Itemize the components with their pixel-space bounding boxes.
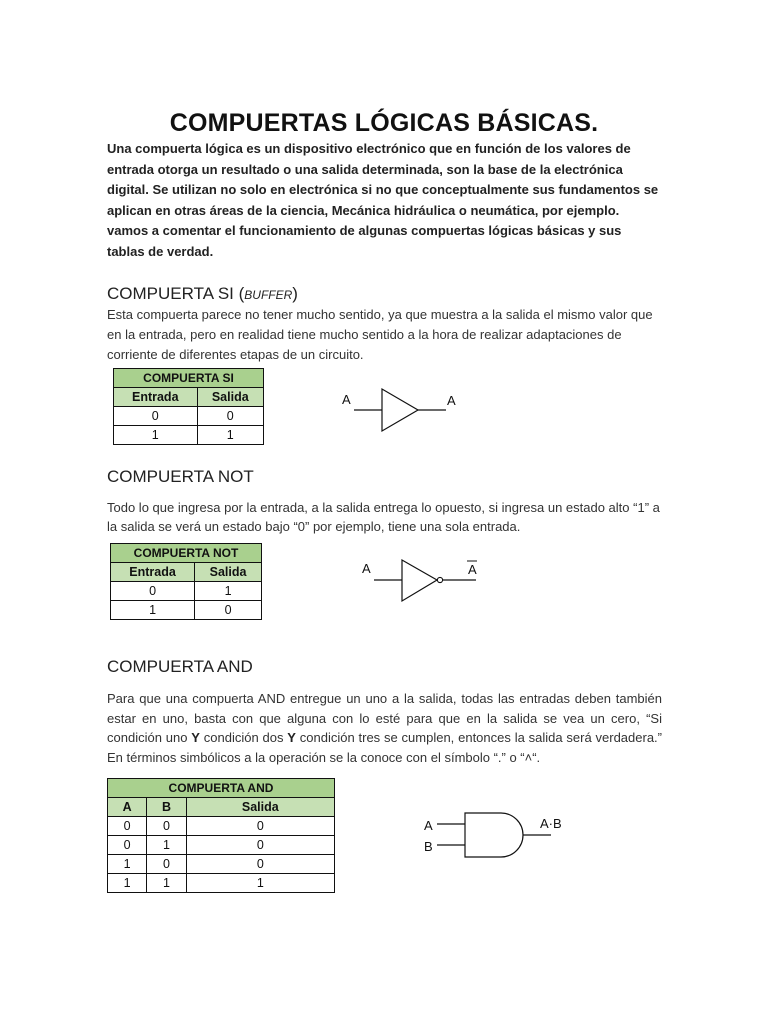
column-header: B — [147, 798, 186, 817]
table-cell: 0 — [147, 855, 186, 874]
and-text-bold: Y — [191, 730, 200, 745]
buffer-input-label: A — [342, 392, 351, 407]
not-gate-diagram — [358, 556, 488, 606]
table-row — [111, 582, 262, 601]
and-input-a-label: A — [424, 818, 433, 833]
table-cell: 0 — [114, 407, 198, 426]
not-heading: COMPUERTA NOT — [107, 467, 254, 486]
table-row — [114, 407, 264, 426]
table-row — [114, 426, 264, 445]
inversion-bubble-icon — [437, 577, 442, 582]
table-cell: 1 — [197, 426, 263, 445]
not-input-label: A — [362, 561, 371, 576]
and-text-bold: Y — [287, 730, 296, 745]
and-input-b-label: B — [424, 839, 433, 854]
table-cell: 1 — [186, 874, 334, 893]
buffer-heading-italic: BUFFER — [244, 288, 293, 302]
column-header: Salida — [197, 388, 263, 407]
buffer-gate-symbol — [382, 389, 418, 431]
column-header: Salida — [195, 563, 262, 582]
column-header: Entrada — [114, 388, 198, 407]
table-cell: 0 — [108, 817, 147, 836]
buffer-output-label: A — [447, 393, 456, 408]
table-cell: 1 — [195, 582, 262, 601]
and-truth-table — [107, 778, 335, 893]
table-cell: 0 — [147, 817, 186, 836]
table-cell: 0 — [186, 836, 334, 855]
buffer-truth-table — [113, 368, 264, 445]
column-header: Entrada — [111, 563, 195, 582]
table-cell: 1 — [108, 855, 147, 874]
and-gate-diagram — [423, 810, 573, 862]
and-paragraph — [107, 689, 662, 767]
and-heading: COMPUERTA AND — [107, 657, 253, 676]
buffer-gate-diagram — [338, 386, 468, 436]
table-row — [111, 601, 262, 620]
and-text-part: condición dos — [199, 730, 288, 745]
and-text-part: Para que una compuerta AND entregue un uno a la salida, todas las entradas deben también estar en uno, basta con que alguna con lo esté para que en la salida se vea un cero, “Si condición uno — [107, 691, 662, 745]
table-cell: 0 — [186, 817, 334, 836]
buffer-heading-prefix: COMPUERTA SI ( — [107, 284, 245, 303]
column-header: A — [108, 798, 147, 817]
table-row — [108, 855, 335, 874]
column-header: Salida — [186, 798, 334, 817]
not-truth-table — [110, 543, 262, 620]
table-cell: 0 — [186, 855, 334, 874]
table-row — [108, 836, 335, 855]
table-caption: COMPUERTA SI — [114, 369, 264, 388]
table-cell: 1 — [147, 836, 186, 855]
table-cell: 0 — [111, 582, 195, 601]
table-row — [108, 874, 335, 893]
buffer-heading-suffix: ) — [292, 284, 298, 303]
table-cell: 0 — [108, 836, 147, 855]
and-gate-symbol — [465, 813, 523, 857]
buffer-heading — [107, 284, 298, 304]
table-cell: 0 — [195, 601, 262, 620]
not-output-label: A — [468, 562, 477, 577]
table-cell: 1 — [111, 601, 195, 620]
and-text-part: condición tres se cumplen, entonces la salida será verdadera.” En términos simbólicos a la operación se la conoce con el símbolo “.” o “˄“. — [107, 730, 662, 765]
table-cell: 1 — [147, 874, 186, 893]
table-row — [108, 817, 335, 836]
not-gate-symbol — [402, 560, 437, 601]
page-title: COMPUERTAS LÓGICAS BÁSICAS. — [169, 108, 599, 137]
table-cell: 1 — [108, 874, 147, 893]
table-caption: COMPUERTA NOT — [111, 544, 262, 563]
buffer-paragraph: Esta compuerta parece no tener mucho sentido, ya que muestra a la salida el mismo valor que en la entrada, pero en realidad tiene mucho sentido a la hora de realizar adaptaciones de corriente de diferentes etapas de un circuito. — [107, 307, 653, 362]
table-caption: COMPUERTA AND — [108, 779, 335, 798]
and-output-label: A·B — [540, 816, 562, 831]
table-cell: 0 — [197, 407, 263, 426]
intro-paragraph: Una compuerta lógica es un dispositivo electrónico que en función de los valores de entrada otorga un resultado o una salida determinada, son la base de la electrónica digital. Se utilizan no solo en electrónica si no que conceptualmente sus fundamentos se aplican en otras áreas de la ciencia, Mecánica hidráulica o neumática, por ejemplo. vamos a comentar el funcionamiento de algunas compuertas lógicas básicas y sus tablas de verdad. — [107, 141, 659, 259]
table-cell: 1 — [114, 426, 198, 445]
not-paragraph: Todo lo que ingresa por la entrada, a la salida entrega lo opuesto, si ingresa un estado alto “1” a la salida se verá un estado bajo “0” por ejemplo, tiene una sola entrada. — [107, 500, 660, 534]
